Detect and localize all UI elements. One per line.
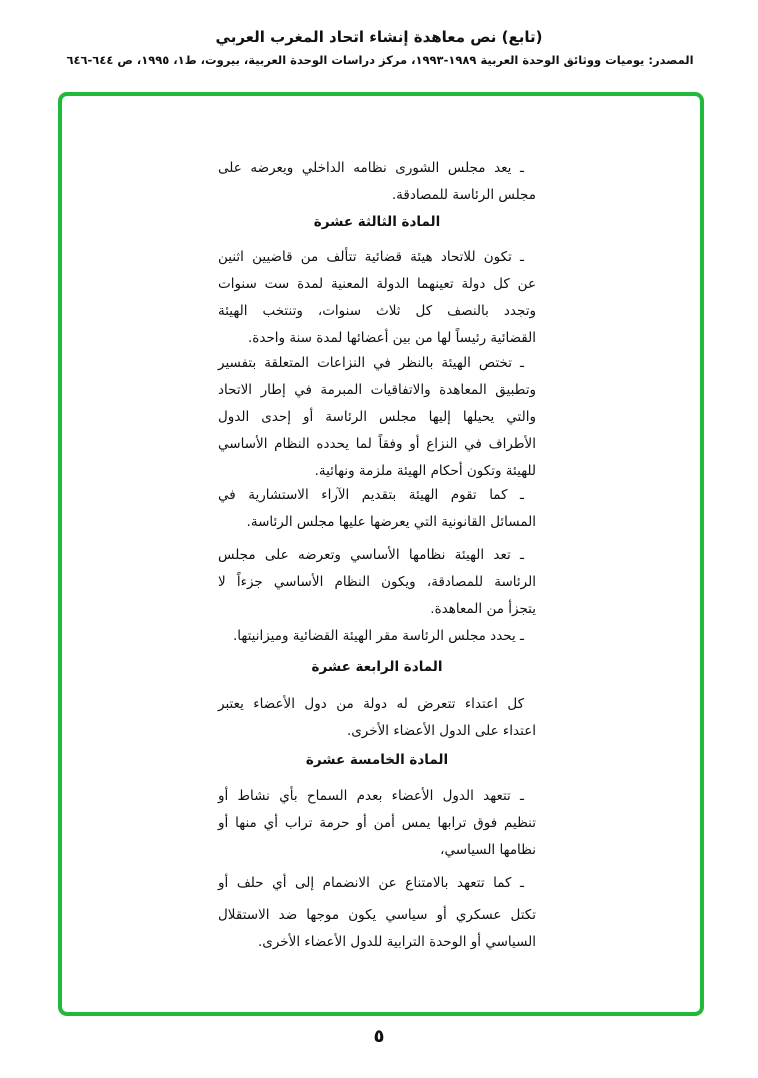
- paragraph-8: [218, 783, 536, 864]
- text-line: ـ تعد الهيئة نظامها الأساسي وتعرضه على مجلس: [218, 547, 524, 563]
- article-13-heading: المادة الثالثة عشرة: [313, 214, 441, 230]
- paragraph-1: [218, 155, 536, 209]
- text-line: مجلس الرئاسة للمصادقة.: [391, 187, 536, 203]
- text-line: تكتل عسكري أو سياسي يكون موجها ضد الاستقلال: [218, 907, 536, 923]
- text-line: ـ كما تقوم الهيئة بتقديم الآراء الاستشارية في: [218, 487, 524, 503]
- paragraph-9: [218, 870, 536, 897]
- text-line: وتطبيق المعاهدة والاتفاقيات المبرمة في إطار الاتحاد: [218, 382, 536, 398]
- paragraph-2: [218, 244, 536, 352]
- text-line: والتي يحيلها إليها مجلس الرئاسة أو إحدى الدول: [218, 409, 536, 425]
- text-line: ـ كما تتعهد بالامتناع عن الانضمام إلى أي حلف أو: [218, 875, 524, 891]
- text-line: اعتداء على الدول الأعضاء الأخرى.: [346, 723, 536, 739]
- paragraph-3: [218, 350, 536, 485]
- paragraph-5: [218, 542, 536, 623]
- paragraph-7: [218, 691, 536, 745]
- text-line: القضائية رئيساً لها من بين أعضائها لمدة سنة واحدة.: [248, 330, 536, 346]
- page-number: ٥: [373, 1026, 385, 1047]
- article-15-heading: المادة الخامسة عشرة: [305, 752, 449, 768]
- paragraph-10: [218, 902, 536, 956]
- article-14-heading: المادة الرابعة عشرة: [311, 659, 443, 675]
- text-line: الأطراف في النزاع أو وفقاً لما يحدده النظام الأساسي: [218, 436, 536, 452]
- text-line: للهيئة وتكون أحكام الهيئة ملزمة ونهائية.: [314, 463, 536, 479]
- text-line: ـ تتعهد الدول الأعضاء بعدم السماح بأي نشاط أو: [218, 788, 524, 804]
- text-line: ـ يعد مجلس الشورى نظامه الداخلي ويعرضه على: [218, 160, 524, 176]
- text-line: نظامها السياسي،: [440, 842, 536, 858]
- text-line: الرئاسة للمصادقة، ويكون النظام الأساسي جزءاً لا: [218, 574, 536, 590]
- text-line: السياسي أو الوحدة الترابية للدول الأعضاء الأخرى.: [258, 934, 536, 950]
- text-line: عن كل دولة تعينهما الدولة المعنية لمدة ست سنوات: [218, 276, 536, 292]
- text-line: يتجزأ من المعاهدة.: [430, 601, 536, 617]
- paragraph-6: [218, 623, 536, 650]
- text-line: كل اعتداء تتعرض له دولة من دول الأعضاء يعتبر: [218, 696, 524, 712]
- text-line: وتجدد بالنصف كل ثلاث سنوات، وتنتخب الهيئة: [218, 303, 536, 319]
- text-line: ـ يحدد مجلس الرئاسة مقر الهيئة القضائية وميزانيتها.: [232, 628, 524, 644]
- text-line: ـ تكون للاتحاد هيئة قضائية تتألف من قاضيين اثنين: [218, 249, 524, 265]
- paragraph-4: [218, 482, 536, 536]
- text-line: ـ تختص الهيئة بالنظر في النزاعات المتعلقة بتفسير: [218, 355, 524, 371]
- document-title: (تابع) نص معاهدة إنشاء اتحاد المغرب العربي: [215, 28, 543, 46]
- text-line: المسائل القانونية التي يعرضها عليها مجلس الرئاسة.: [246, 514, 536, 530]
- source-citation: المصدر: يوميات ووثائق الوحدة العربية ١٩٨٩-١٩٩٣، مركز دراسات الوحدة العربية، بيروت، ط١، ١٩٩٥، ص ٦٤٤-٦٤٦: [66, 53, 694, 67]
- text-line: تنظيم فوق ترابها يمس أمن أو حرمة تراب أي منها أو: [218, 815, 536, 831]
